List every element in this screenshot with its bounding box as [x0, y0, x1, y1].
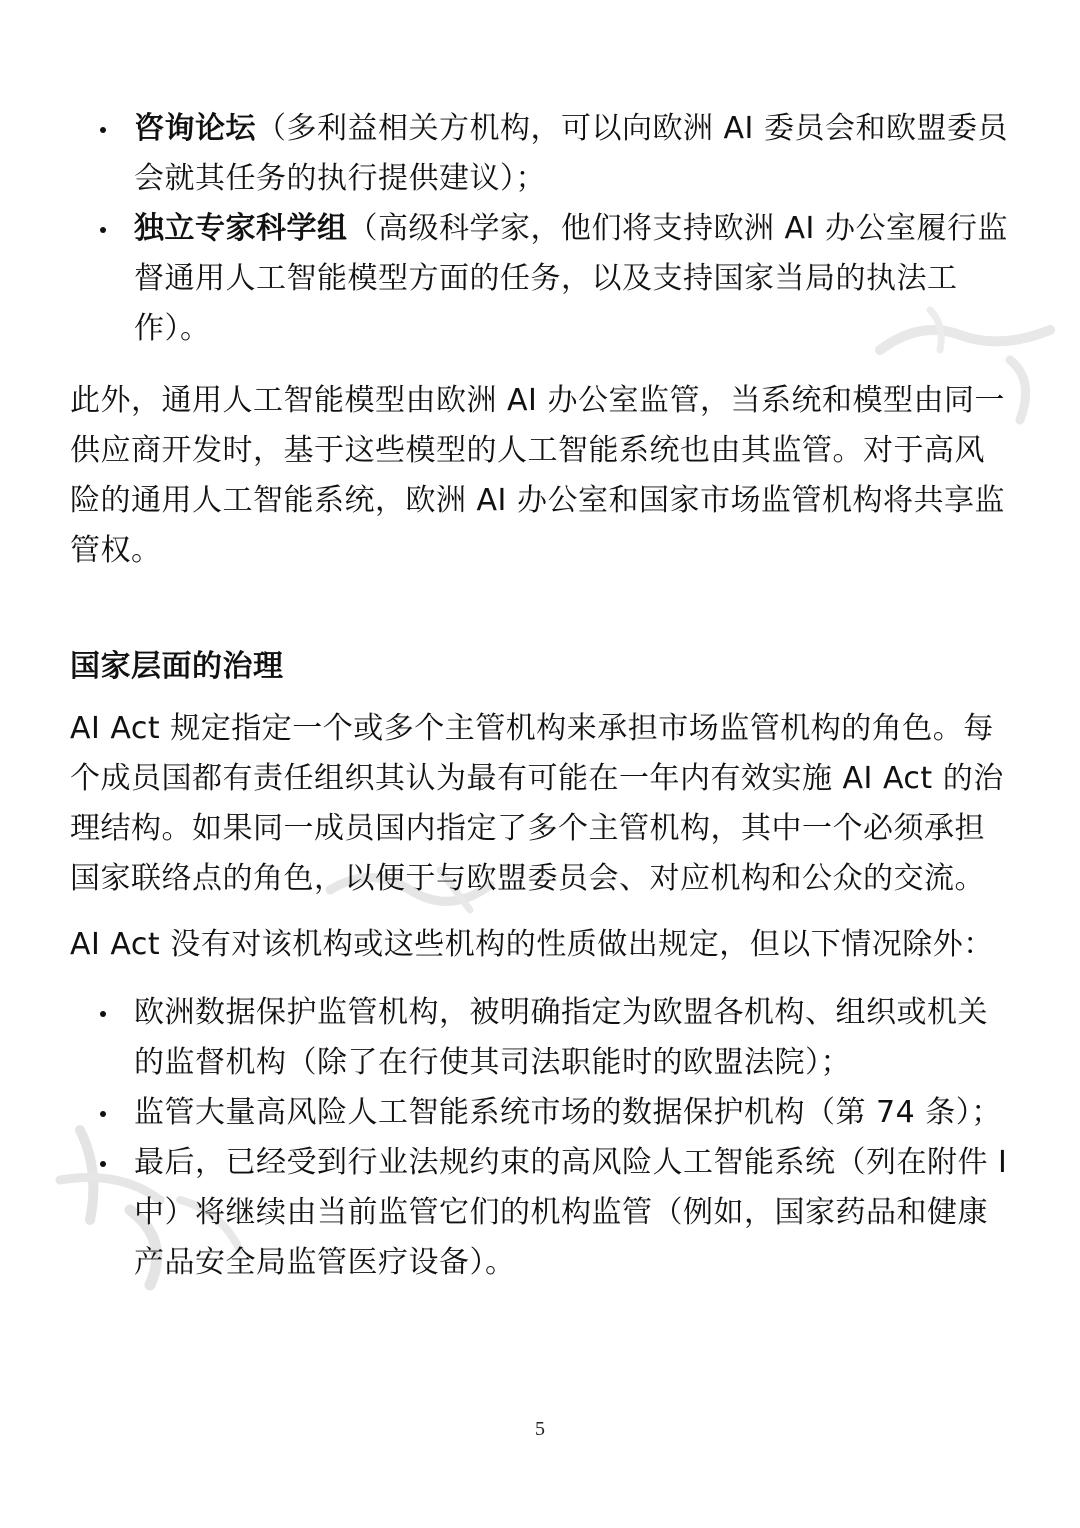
list-item	[70, 204, 1015, 354]
bullet-icon	[100, 1011, 106, 1017]
main-content	[70, 104, 1015, 1288]
list-item-title: 咨询论坛	[134, 111, 256, 146]
advisory-bodies-list	[70, 104, 1015, 354]
page-number: 5	[535, 1418, 545, 1440]
paragraph-national-authorities: AI Act 规定指定一个或多个主管机构来承担市场监管机构的角色。每个成员国都有责任组织其认为最有可能在一年内有效实施 AI Act 的治理结构。如果同一成员国内指定了多个主管机构，其中一个必须承担国家联络点的角色，以便于与欧盟委员会、对应机构和公众的交流。	[70, 711, 1004, 896]
list-item	[70, 988, 1015, 1088]
list-item-text: 最后，已经受到行业法规约束的高风险人工智能系统（列在附件 I 中）将继续由当前监管它们的机构监管（例如，国家药品和健康产品安全局监管医疗设备）。	[134, 1145, 1008, 1280]
exceptions-list	[70, 988, 1015, 1288]
list-item-text: （高级科学家，他们将支持欧洲 AI 办公室履行监督通用人工智能模型方面的任务，以及支持国家当局的执法工作）。	[134, 211, 1008, 346]
list-item	[70, 1138, 1015, 1288]
section-heading: 国家层面的治理	[70, 649, 284, 684]
bullet-icon	[100, 127, 106, 133]
bullet-icon	[100, 1161, 106, 1167]
list-item-text: 监管大量高风险人工智能系统市场的数据保护机构（第 74 条）；	[134, 1095, 1002, 1130]
list-item	[70, 1088, 1015, 1138]
paragraph-exceptions-intro: AI Act 没有对该机构或这些机构的性质做出规定，但以下情况除外：	[70, 927, 994, 962]
paragraph-eu-oversight: 此外，通用人工智能模型由欧洲 AI 办公室监管，当系统和模型由同一供应商开发时，基于这些模型的人工智能系统也由其监管。对于高风险的通用人工智能系统，欧洲 AI 办公室和国家市场监管机构将共享监管权。	[70, 383, 1005, 568]
bullet-icon	[100, 227, 106, 233]
list-item-text: （多利益相关方机构，可以向欧洲 AI 委员会和欧盟委员会就其任务的执行提供建议）；	[134, 111, 1008, 196]
list-item-text: 欧洲数据保护监管机构，被明确指定为欧盟各机构、组织或机关的监督机构（除了在行使其司法职能时的欧盟法院）；	[134, 995, 988, 1080]
list-item-title: 独立专家科学组	[134, 211, 348, 246]
list-item	[70, 104, 1015, 204]
bullet-icon	[100, 1111, 106, 1117]
